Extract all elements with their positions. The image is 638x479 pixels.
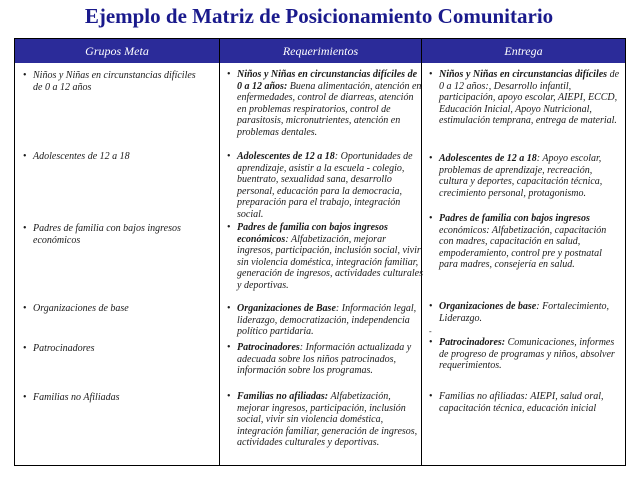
requerimiento-item: • Familias no afiliadas: Alfabetización, mejorar ingresos, participación, inclusión social, vivir sin violencia doméstica, integración familiar, generación de ingresos, actividades culturales y deportivas. (227, 391, 418, 449)
page-title: Ejemplo de Matriz de Posicionamiento Comunitario (84, 4, 554, 28)
requerimiento-item: • Organizaciones de Base: Información legal, liderazgo, democratización, independencia político partidaria. (227, 303, 417, 338)
column-divider (219, 39, 220, 465)
grupo-item: • Niños y Niñas en circunstancias difíciles de 0 a 12 años (23, 70, 196, 93)
header-grupos-meta: Grupos Meta (15, 39, 219, 63)
grupo-item: • Padres de familia con bajos ingresos económicos (23, 223, 181, 246)
entrega-item: • Familias no afiliadas: AIEPI, salud oral, capacitación técnica, educación inicial (429, 391, 604, 414)
grupo-item: • Adolescentes de 12 a 18 (23, 151, 130, 162)
grupo-item: • Familias no Afiliadas (23, 392, 120, 403)
stray-mark: - (429, 327, 432, 336)
header-entrega: Entrega (422, 39, 625, 63)
requerimiento-item: • Niños y Niñas en circunstancias difíciles de 0 a 12 años: Buena alimentación, atención en enfermedades, control de diarreas, atención en problemas respiratorios, control de parasitosis, micronutrientes, atención en problemas dentales. (227, 69, 422, 138)
positioning-matrix-table (14, 38, 626, 466)
grupo-item: • Organizaciones de base (23, 303, 129, 314)
entrega-item: • Patrocinadores: Comunicaciones, informes de progreso de programas y niños, absolver requerimientos. (429, 337, 615, 372)
entrega-item: • Adolescentes de 12 a 18: Apoyo escolar, problemas de aprendizaje, recreación, cultura y deportes, capacitación técnica, crecimiento personal, protagonismo. (429, 153, 603, 199)
entrega-item: • Padres de familia con bajos ingresos económicos: Alfabetización, capacitación con madres, capacitación en salud, empoderamiento, control pre y postnatal para madres, consejería en salud. (429, 213, 607, 271)
header-requerimientos: Requerimientos (220, 39, 421, 63)
entrega-item: • Organizaciones de base: Fortalecimiento, Liderazgo. (429, 301, 609, 324)
requerimiento-item: • Patrocinadores: Información actualizada y adecuada sobre los niños patrocinados, información sobre los programas. (227, 342, 412, 377)
grupo-item: • Patrocinadores (23, 343, 95, 354)
requerimiento-item: • Adolescentes de 12 a 18: Oportunidades de aprendizaje, asistir a la escuela - colegio, buentrato, sexualidad sana, desarrollo personal, educación para la democracia, preparación para el trabajo, integración social. (227, 151, 413, 220)
requerimiento-item: • Padres de familia con bajos ingresos económicos: Alfabetización, mejorar ingresos, participación, inclusión social, vivir sin violencia doméstica, integración familiar, generación de ingresos, actividades culturales y deportivas. (227, 222, 423, 291)
entrega-item: • Niños y Niñas en circunstancias difíciles de 0 a 12 años:, Desarrollo infantil, participación, apoyo escolar, AIEPI, ECCD, Educación Inicial, Apoyo Nutricional, estimulación temprana, entrega de material. (429, 69, 620, 127)
